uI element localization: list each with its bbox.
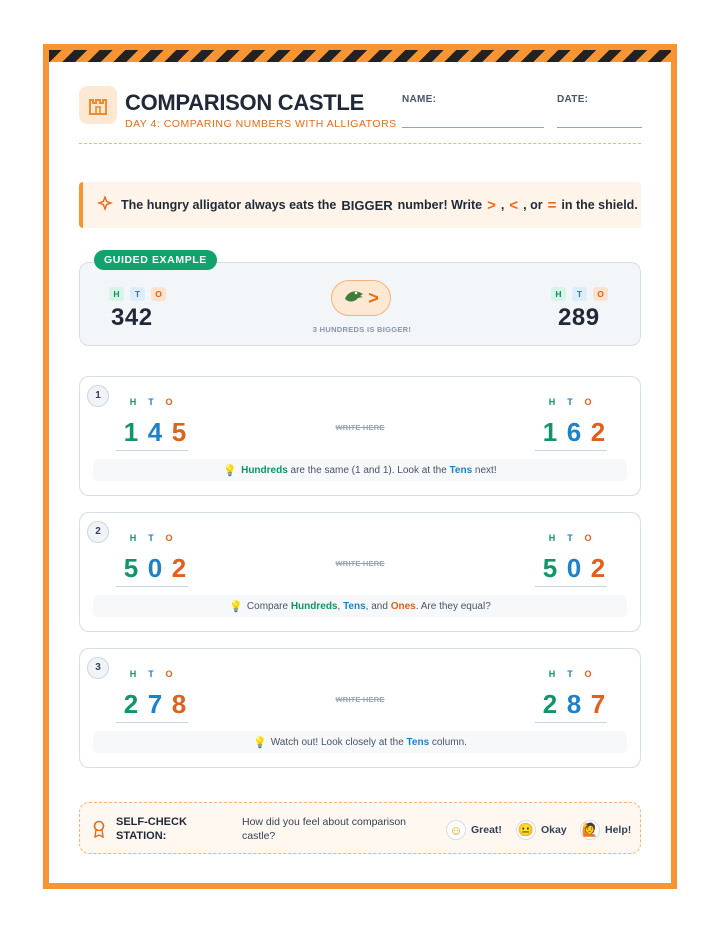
feeling-great-option[interactable] xyxy=(446,820,502,840)
option-label: Okay xyxy=(541,824,567,836)
option-label: Great! xyxy=(471,824,502,836)
hint-2 xyxy=(93,595,627,617)
header-divider xyxy=(79,143,641,144)
digit-ones: 2 xyxy=(590,417,606,447)
instruction-bigger: BIGGER xyxy=(341,197,393,213)
symbol-greater: > xyxy=(487,196,496,214)
problem-1-right-places xyxy=(543,397,597,407)
digit-tens: 7 xyxy=(147,689,163,719)
date-field[interactable] xyxy=(557,127,642,128)
place-h: H xyxy=(129,533,137,543)
place-t: T xyxy=(567,397,573,407)
problem-1-right-number xyxy=(538,417,610,448)
hint-3 xyxy=(93,731,627,753)
page-subtitle: DAY 4: COMPARING NUMBERS WITH ALLIGATORS xyxy=(125,118,397,130)
place-t: T xyxy=(567,669,573,679)
self-check-label-2: STATION: xyxy=(116,830,167,842)
instruction-text-3: in the shield. xyxy=(561,198,638,212)
instruction-text-2: number! Write xyxy=(397,198,483,212)
place-t: T xyxy=(148,397,154,407)
self-check-label-1: SELF-CHECK xyxy=(116,816,187,828)
place-o: O xyxy=(165,669,173,679)
digit-hundreds: 1 xyxy=(123,417,139,447)
hint-hundreds: Hundreds xyxy=(241,464,288,476)
sparkle-icon xyxy=(97,196,113,215)
digit-hundreds: 1 xyxy=(542,417,558,447)
hint-1 xyxy=(93,459,627,481)
name-label: NAME: xyxy=(402,94,437,105)
hazard-stripe xyxy=(49,50,671,62)
help-face-icon: 🙋 xyxy=(580,820,600,840)
digit-ones: 8 xyxy=(171,689,187,719)
self-check-label xyxy=(116,815,187,843)
place-label-t: T xyxy=(130,287,145,301)
hint-text: , and xyxy=(365,600,391,612)
place-t: T xyxy=(148,533,154,543)
guided-answer-shield xyxy=(331,280,391,316)
symbol-equal: = xyxy=(547,196,557,214)
ribbon-icon xyxy=(92,820,106,843)
place-h: H xyxy=(548,533,556,543)
place-o: O xyxy=(584,397,592,407)
hint-text: next! xyxy=(472,464,497,476)
hint-text: column. xyxy=(429,736,467,748)
lightbulb-icon: 💡 xyxy=(223,464,238,477)
place-h: H xyxy=(548,397,556,407)
castle-icon xyxy=(79,86,117,124)
hint-ones: Ones xyxy=(390,600,416,612)
self-check-question: How did you feel about comparison castle? xyxy=(242,816,407,842)
digit-tens: 8 xyxy=(566,689,582,719)
underline xyxy=(535,586,607,587)
hint-text: , xyxy=(337,600,344,612)
guided-left-place-labels xyxy=(109,284,172,302)
guided-right-number: 289 xyxy=(558,304,600,331)
instruction-text-1: The hungry alligator always eats the xyxy=(121,198,337,212)
problem-3-left-number xyxy=(119,689,191,720)
digit-hundreds: 5 xyxy=(123,553,139,583)
lightbulb-icon: 💡 xyxy=(253,736,267,749)
name-field[interactable] xyxy=(402,127,544,128)
place-t: T xyxy=(148,669,154,679)
place-o: O xyxy=(165,533,173,543)
answer-field-1[interactable]: WRITE HERE xyxy=(335,423,385,432)
underline xyxy=(535,450,607,451)
digit-hundreds: 2 xyxy=(542,689,558,719)
place-label-h: H xyxy=(109,287,124,301)
digit-ones: 2 xyxy=(590,553,606,583)
option-label: Help! xyxy=(605,824,632,836)
problem-3-left-places xyxy=(124,669,178,679)
smile-face-icon: ☺ xyxy=(446,820,466,840)
place-h: H xyxy=(129,669,137,679)
answer-field-3[interactable]: WRITE HERE xyxy=(335,695,385,704)
problem-3-right-places xyxy=(543,669,597,679)
underline xyxy=(116,586,188,587)
problem-2-right-number xyxy=(538,553,610,584)
underline xyxy=(535,722,607,723)
place-label-o: O xyxy=(151,287,166,301)
digit-hundreds: 5 xyxy=(542,553,558,583)
problem-1-left-number xyxy=(119,417,191,448)
place-h: H xyxy=(548,669,556,679)
guided-right-place-labels xyxy=(551,284,614,302)
underline xyxy=(116,722,188,723)
hint-hundreds: Hundreds xyxy=(290,600,338,612)
alligator-icon xyxy=(343,287,365,310)
hint-tens: Tens xyxy=(343,600,366,612)
feeling-okay-option[interactable] xyxy=(516,820,567,840)
guided-note: 3 HUNDREDS IS BIGGER! xyxy=(312,325,412,334)
place-t: T xyxy=(567,533,573,543)
place-label-o: O xyxy=(593,287,608,301)
digit-ones: 5 xyxy=(171,417,187,447)
problem-number-2: 2 xyxy=(87,521,109,543)
place-label-t: T xyxy=(572,287,587,301)
guided-left-number: 342 xyxy=(111,304,153,331)
problem-2-left-places xyxy=(124,533,178,543)
problem-3-right-number xyxy=(538,689,610,720)
symbol-less: < xyxy=(509,196,519,214)
digit-tens: 0 xyxy=(566,553,582,583)
hint-text: are the same (1 and 1). Look at the xyxy=(287,464,450,476)
neutral-face-icon: 😐 xyxy=(516,820,536,840)
instruction-sep-2: , or xyxy=(523,198,543,212)
hint-text: . Are they equal? xyxy=(415,600,491,612)
instruction-sep-1: , xyxy=(500,198,505,212)
lightbulb-icon: 💡 xyxy=(229,600,243,613)
underline xyxy=(116,450,188,451)
problem-number-1: 1 xyxy=(87,385,109,407)
guided-example-tag: GUIDED EXAMPLE xyxy=(94,250,217,270)
problem-2-right-places xyxy=(543,533,597,543)
digit-ones: 7 xyxy=(590,689,606,719)
place-label-h: H xyxy=(551,287,566,301)
hint-tens: Tens xyxy=(449,464,473,476)
digit-tens: 4 xyxy=(147,417,163,447)
feeling-help-option[interactable] xyxy=(580,820,631,840)
hint-text: Compare xyxy=(246,600,291,612)
problem-1-left-places xyxy=(124,397,178,407)
place-o: O xyxy=(165,397,173,407)
guided-answer-symbol: > xyxy=(368,287,379,308)
hint-text: Watch out! Look closely at the xyxy=(270,736,407,748)
place-o: O xyxy=(584,533,592,543)
hint-tens: Tens xyxy=(406,736,430,748)
place-h: H xyxy=(129,397,137,407)
place-o: O xyxy=(584,669,592,679)
page-title: COMPARISON CASTLE xyxy=(125,90,364,115)
problem-number-3: 3 xyxy=(87,657,109,679)
digit-ones: 2 xyxy=(171,553,187,583)
digit-tens: 0 xyxy=(147,553,163,583)
instruction-banner xyxy=(79,182,641,228)
worksheet-frame xyxy=(43,44,677,889)
digit-hundreds: 2 xyxy=(123,689,139,719)
problem-2-left-number xyxy=(119,553,191,584)
answer-field-2[interactable]: WRITE HERE xyxy=(335,559,385,568)
digit-tens: 6 xyxy=(566,417,582,447)
date-label: DATE: xyxy=(557,94,589,105)
